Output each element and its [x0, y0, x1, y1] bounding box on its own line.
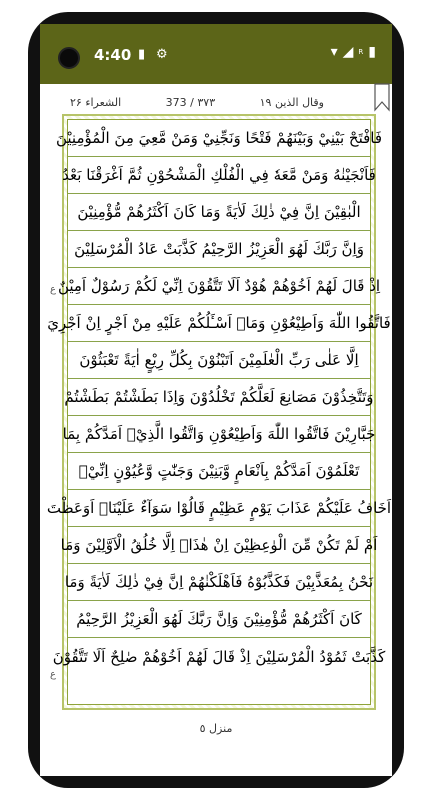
front-camera: [58, 47, 80, 69]
verse-line: فَاتَّقُوا اللّٰهَ وَاَطِيْعُوْنِ وَمَاۤ اَسْـَٔلُكُمْ عَلَيْهِ مِنْ اَجْرٍ اِنْ اَجْرِيَ: [68, 305, 370, 342]
verse-line: جَبَّارِيْنَ فَاتَّقُوا اللّٰهَ وَاَطِيْعُوْنِ وَاتَّقُوا الَّذِيْۤ اَمَدَّكُمْ بِمَا: [68, 416, 370, 453]
verse-line: وَاِنَّ رَبَّكَ لَهُوَ الْعَزِيْزُ الرَّحِيْمُ كَذَّبَتْ عَادُ الْمُرْسَلِيْنَ: [68, 231, 370, 268]
ruku-marker: ع: [50, 284, 56, 295]
phone-frame: [28, 12, 404, 788]
screen: [40, 24, 392, 776]
wifi-icon: ▾: [330, 44, 338, 60]
manzil-footer: منزل ٥: [199, 722, 233, 735]
verse-line: اَخَافُ عَلَيْكُمْ عَذَابَ يَوْمٍ عَظِيْمٍ قَالُوْا سَوَآءٌ عَلَيْنَاۤ اَوَعَظْتَ: [68, 490, 370, 527]
verse-line: نَحْنُ بِمُعَذَّبِيْنَ فَكَذَّبُوْهُ فَاَهْلَكْنٰهُمْ اِنَّ فِيْ ذٰلِكَ لَاٰيَةً وَمَا: [68, 564, 370, 601]
verse-line: اَمْ لَمْ تَكُنْ مِّنَ الْوٰعِظِيْنَ اِنْ هٰذَاۤ اِلَّا خُلُقُ الْاَوَّلِيْنَ وَمَا: [68, 527, 370, 564]
status-time: 4:40: [94, 46, 132, 64]
bookmark-icon[interactable]: [374, 84, 390, 112]
settings-gear-icon: ⚙: [156, 47, 168, 62]
verse-line: اِلَّا عَلٰى رَبِّ الْعٰلَمِيْنَ اَتَبْنُوْنَ بِكُلِّ رِيْعٍ اٰيَةً تَعْبَثُوْنَ: [68, 342, 370, 379]
ruku-marker: ع: [50, 669, 56, 680]
page-number: 373 / ٣٧٣: [165, 95, 216, 109]
surah-name: الشعراء ۲۶: [70, 95, 122, 109]
status-bar: [40, 24, 392, 84]
verse-line: كَانَ اَكْثَرُهُمْ مُّؤْمِنِيْنَ وَاِنَّ رَبَّكَ لَهُوَ الْعَزِيْزُ الرَّحِيْمُ: [68, 601, 370, 638]
quran-page[interactable]: [40, 84, 392, 776]
verse-line: كَذَّبَتْ ثَمُوْدُ الْمُرْسَلِيْنَ اِذْ قَالَ لَهُمْ اَخُوْهُمْ صٰلِحٌ اَلَا تَتَّقُوْنَ: [52, 647, 386, 666]
page-border: [46, 114, 392, 710]
verse-line: اِذْ قَالَ لَهُمْ اَخُوْهُمْ هُوْدٌ اَلَا تَتَّقُوْنَ اِنِّيْ لَكُمْ رَسُوْلٌ اَمِيْنٌ: [68, 268, 370, 305]
page-header: [40, 92, 340, 112]
verse-line: فَاَنْجَيْنٰهُ وَمَنْ مَّعَهٗ فِي الْفُلْكِ الْمَشْحُوْنِ ثُمَّ اَغْرَقْنَا بَعْدُ: [68, 157, 370, 194]
juz-name: وقال الذين ١٩: [259, 95, 324, 109]
verse-line: تَعْلَمُوْنَ اَمَدَّكُمْ بِاَنْعَامٍ وَّبَنِيْنَ وَجَنّٰتٍ وَّعُيُوْنٍ اِنِّيْۤ: [68, 453, 370, 490]
verse-lines: [46, 119, 392, 705]
battery-tag: R: [358, 48, 364, 56]
verse-line: فَافْتَحْ بَيْنِيْ وَبَيْنَهُمْ فَتْحًا وَنَجِّنِيْ وَمَنْ مَّعِيَ مِنَ الْمُؤْمِنِيْنَ: [68, 120, 370, 157]
signal-icon: ◢: [342, 44, 354, 60]
verse-line: الْبٰقِيْنَ اِنَّ فِيْ ذٰلِكَ لَاٰيَةً وَمَا كَانَ اَكْثَرُهُمْ مُّؤْمِنِيْنَ: [68, 194, 370, 231]
verse-line: وَتَتَّخِذُوْنَ مَصَانِعَ لَعَلَّكُمْ تَخْلُدُوْنَ وَاِذَا بَطَشْتُمْ بَطَشْتُمْ: [68, 379, 370, 416]
battery-icon: ▮: [368, 44, 376, 60]
sim-card-icon: ▮: [138, 47, 146, 62]
status-icons: [331, 44, 376, 60]
